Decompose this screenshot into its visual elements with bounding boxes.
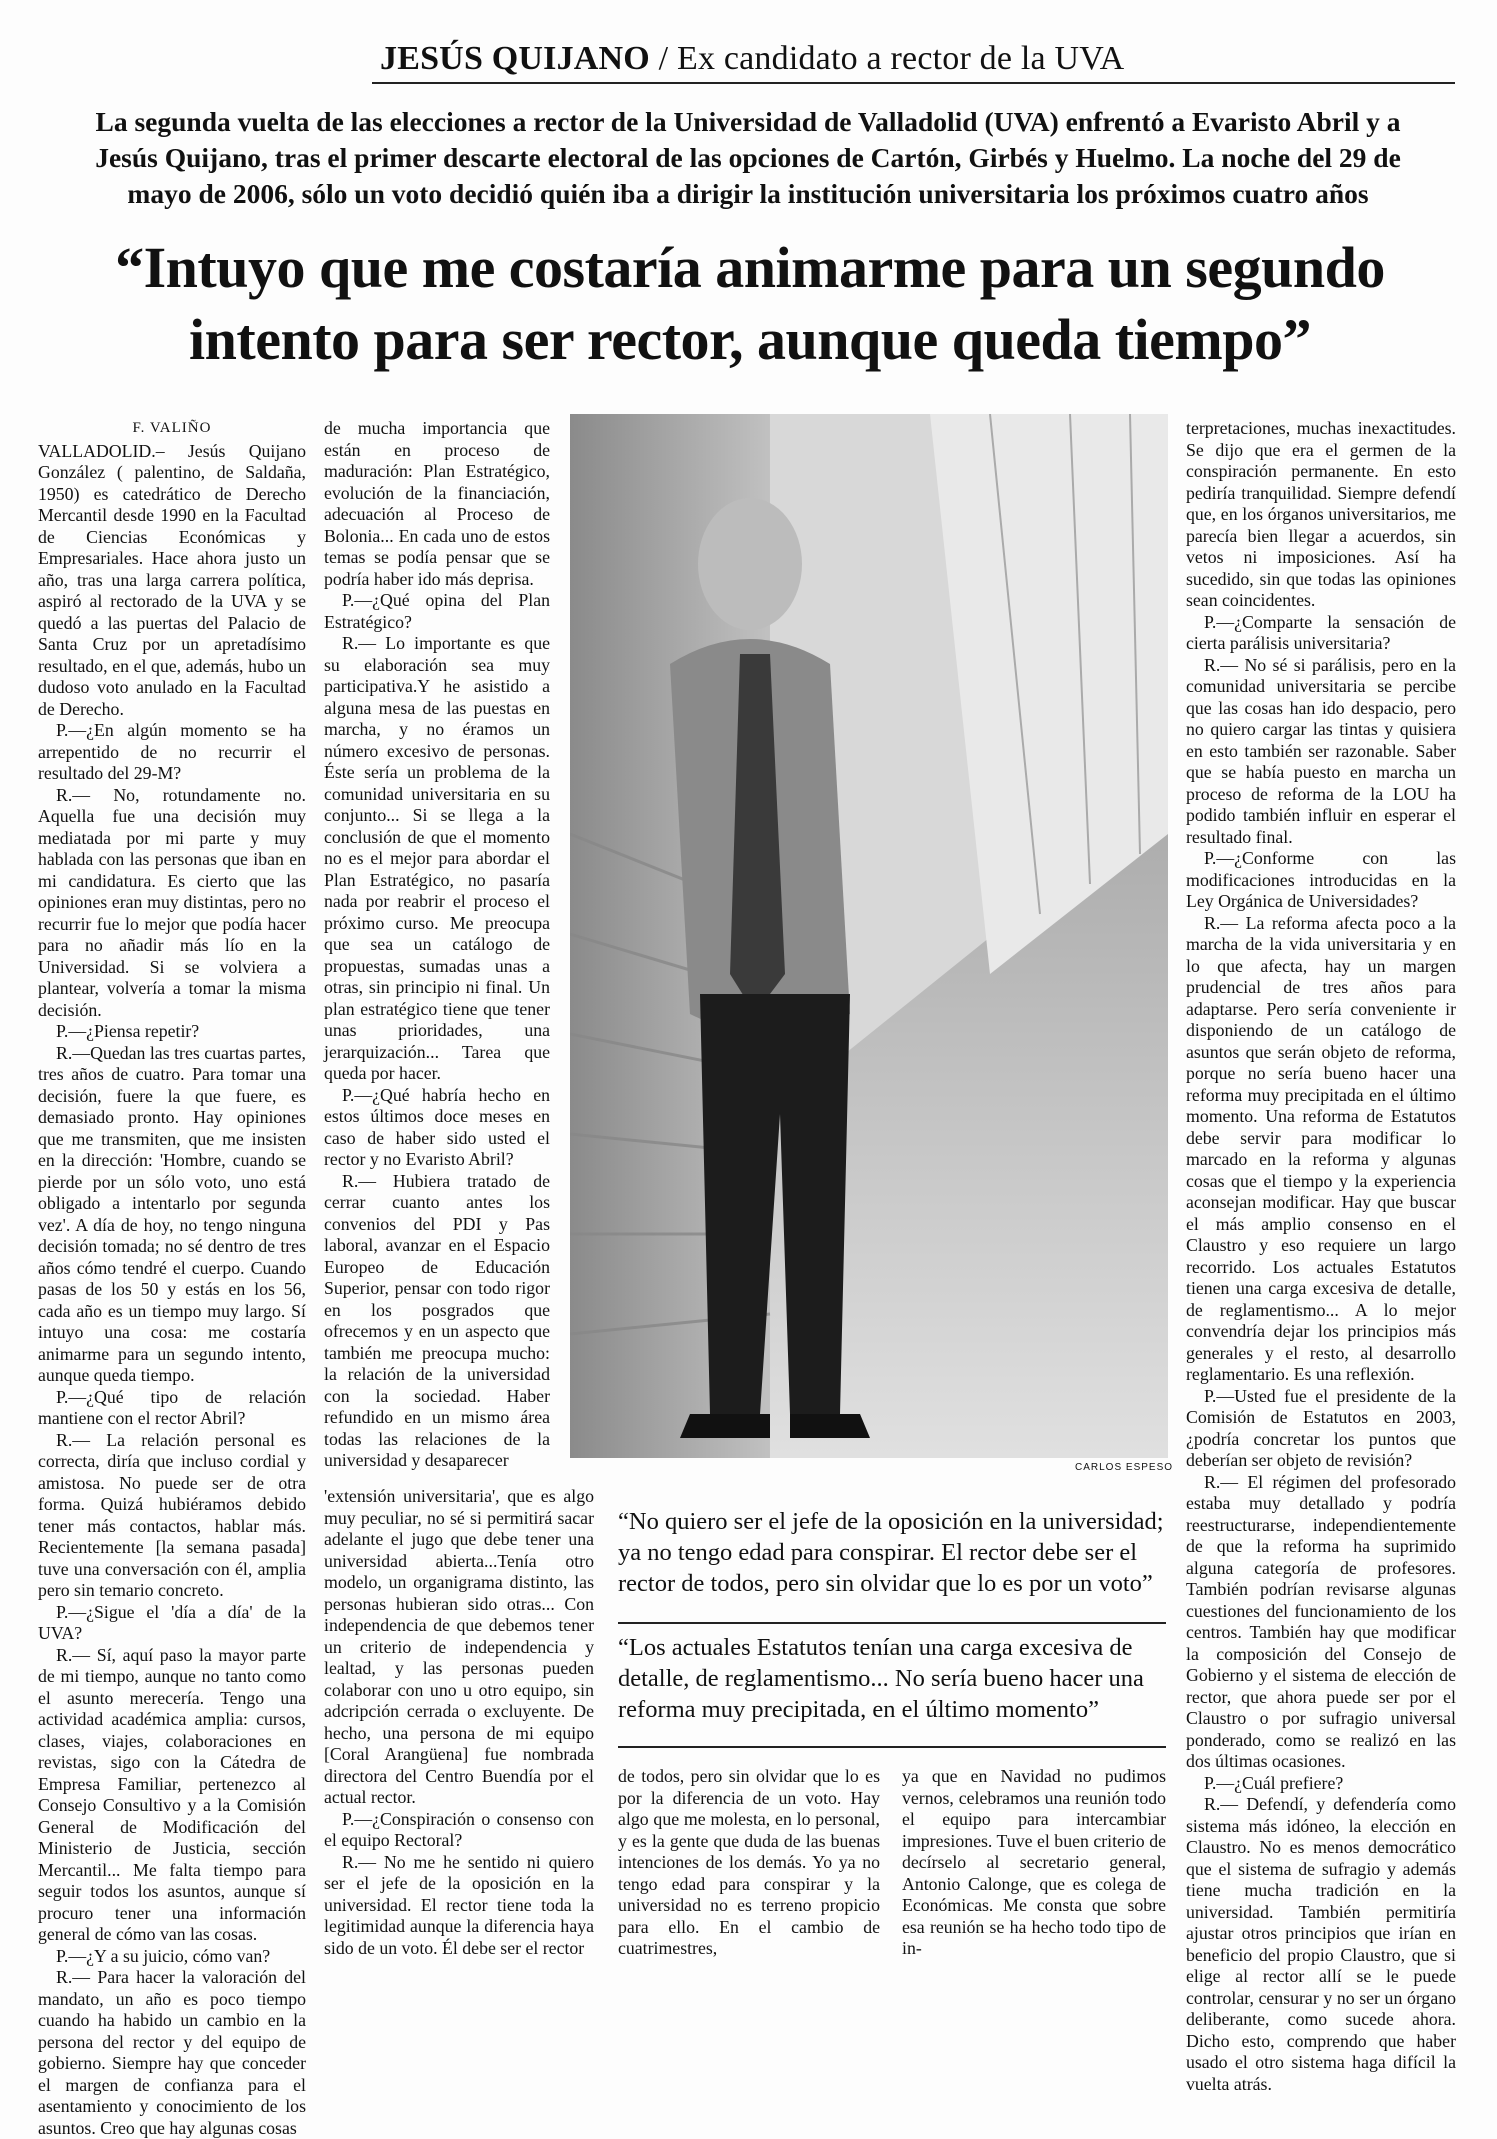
pull-quote-divider [618,1622,1166,1624]
question: P.—¿Y a su juicio, cómo van? [56,1945,271,1966]
paragraph: VALLADOLID.– Jesús Quijano González ( palentino, de Saldaña, 1950) es catedrático de Derecho Mercantil desde 1990 en la Facultad de Ciencias Económicas y Empresariales. Hace ahora justo un año, tras una larga carrera política, aspiró al rectorado de la UVA y se quedó a las puertas del Palacio de Santa Cruz por un apretadísimo resultado, en el que, además, hubo un dudoso voto anulado en la Facultad de Derecho. [38,440,306,719]
paragraph: de todos, pero sin olvidar que lo es por la diferencia de un voto. Hay algo que me molesta, en lo personal, y es la gente que duda de las buenas intenciones de los demás. Yo ya no tengo edad para conspirar y la universidad no es terreno propicio para ello. En el cambio de cuatrimestres, [618,1766,880,1958]
answer: R.— El régimen del profesorado estaba muy detallado y podría reestructurarse, independientemente de que la reforma ha suprimido alguna categoría de profesores. También podrían revisarse algunas cuestiones del funcionamiento de los centros. También hay que modificar la composición del Consejo de Gobierno y el sistema de elección de rector, que ahora puede ser por el Claustro o por sufragio universal ponderado, como se realizó en las dos últimas ocasiones. [1186,1471,1456,1771]
answer: R.— Hubiera tratado de cerrar cuanto antes los convenios del PDI y Pas laboral, avanzar en el Espacio Europeo de Educación Superior, pensar con todo rigor en los posgrados que ofrecemos y en un aspecto que también me preocupa mucho: la relación de la universidad con la sociedad. Haber refundido en un mismo área todas las relaciones de la universidad y desaparecer [324,1170,550,1470]
pull-quote-1: “No quiero ser el jefe de la oposición en la universidad; ya no tengo edad para conspirar. El rector debe ser el rector de todos, pero sin olvidar que lo es por un voto” [618,1508,1164,1597]
question: P.—¿Qué tipo de relación mantiene con el rector Abril? [38,1386,306,1428]
question: P.—¿En algún momento se ha arrepentido de no recurrir el resultado del 29-M? [38,720,306,783]
question: P.—¿Conforme con las modificaciones introducidas en la Ley Orgánica de Universidades? [1186,848,1456,911]
header-kicker [380,40,1124,78]
question: P.—¿Sigue el 'día a día' de la UVA? [38,1601,306,1643]
question: P.—¿Comparte la sensación de cierta parálisis universitaria? [1186,611,1456,653]
paragraph: de mucha importancia que están en proceso de maduración: Plan Estratégico, evolución de la financiación, adecuación al Proceso de Bolonia... En cada uno de estos temas se podía pensar que se podría haber ido más deprisa. [324,418,550,589]
interviewee-name: JESÚS QUIJANO [380,40,650,77]
paragraph: 'extensión universitaria', que es algo muy peculiar, no sé si permitirá sacar adelante el jugo que debe tener una universidad abierta...Tenía otro modelo, un organigrama distinto, las personas hubieran sido otras... Con independencia de que debemos tener un criterio de independencia y lealtad, y las personas pueden colaborar con uno u otro equipo, sin adcripción cerrada o excluyente. De hecho, una persona de mi equipo [Coral Arangüena] fue nombrada directora del Centro Buendía por el actual rector. [324,1486,594,1807]
photo-illustration [570,414,1168,1458]
deck-summary: La segunda vuelta de las elecciones a rector de la Universidad de Valladolid (UVA) enfrentó a Evaristo Abril y a Jesús Quijano, tras el primer descarte electoral de las opciones de Cartón, Girbés y Huelmo. La noche del 29 de mayo de 2006, sólo un voto decidió quién iba a dirigir la institución universitaria los próximos cuatro años [95,106,1401,209]
column-2-continued [324,1486,594,1959]
answer: R.— No sé si parálisis, pero en la comunidad universitaria se percibe que las cosas han ido despacio, pero no quiero cargar las tintas y quisiera en esto también ser razonable. Saber que se había puesto en marcha un proceso de reforma de la LOU ha podido también influir en esperar el resultado final. [1186,654,1456,847]
answer: R.—Quedan las tres cuartas partes, tres años de cuatro. Para tomar una decisión, fuere la que fuere, es demasiado pronto. Hay opiniones que me transmiten, que me insisten en la dirección: 'Hombre, cuando se pierde por un sólo voto, uno está obligado a intentarlo por segunda vez'. A día de hoy, no tengo ninguna decisión tomada; no sé dentro de tres años cómo tendré el cuerpo. Cuando pasas de los 50 y estás en los 56, cada año es un tiempo muy largo. Sí intuyo una cosa: me costaría animarme para un segundo intento, aunque queda tiempo. [38,1042,306,1385]
question: P.—Usted fue el presidente de la Comisión de Estatutos en 2003, ¿podría concretar los puntos que deberían ser objeto de revisión? [1186,1385,1456,1470]
answer: R.— La relación personal es correcta, diría que incluso cordial y amistosa. No puede ser de otra forma. Quizá hubiéramos debido tener más contactos, hablar más. Recientemente [la semana pasada] tuve una conversación con él, amplia pero sin temario concreto. [38,1429,306,1600]
byline: F. VALIÑO [132,420,212,436]
answer: R.— Sí, aquí paso la mayor parte de mi tiempo, aunque no tanto como el asunto merecería. Tengo una actividad académica amplia: cursos, clases, viajes, colaboraciones en revistas, sigo con la Cátedra de Empresa Familiar, pertenezco al Consejo Consultivo y a la Comisión General de Modificación del Ministerio de Justicia, sección Mercantil... Me falta tiempo para seguir todos los asuntos, aunque sí procuro tener una información general de cómo van las cosas. [38,1644,306,1944]
question: P.—¿Piensa repetir? [56,1021,200,1041]
portrait-photo [570,414,1168,1458]
answer: R.— Lo importante es que su elaboración sea muy participativa.Y he asistido a alguna mesa de las puestas en marcha, y no éramos un número excesivo de personas. Éste sería un problema de la comunidad universitaria en su conjunto... Si se llega a la conclusión de que el momento no es el mejor para abordar el Plan Estratégico, no pasaría nada por reabrir el proceso el próximo curso. Me preocupa que sea un catálogo de propuestas, sumadas unas a otras, sin principio ni final. Un plan estratégico tiene que tener unas prioridades, una jerarquización... Tarea que queda por hacer. [324,633,550,1083]
answer: R.— Defendí, y defendería como sistema más idóneo, la elección en Claustro. No es menos democrático que el sistema de sufragio y además tiene mucha tradición en la universidad. También permitiría ajustar otros principios que irían en beneficio del propio Claustro, que si elige al rector allí se le puede controlar, censurar y no ser un órgano deliberante, como sucede ahora. Dicho esto, comprendo que haber usado el otro sistema haga difícil la vuelta atrás. [1186,1794,1456,2094]
paragraph: ya que en Navidad no pudimos vernos, celebramos una reunión todo el equipo para intercambiar impresiones. Tuve el buen criterio de decírselo al secretario general, Antonio Calonge, que es colega de Económicas. Me consta que sobre esa reunión se ha hecho todo tipo de in- [902,1766,1166,1958]
paragraph: terpretaciones, muchas inexactitudes. Se dijo que era el germen de la conspiración permanente. En esto pediría tranquilidad. Siempre defendí que, en los órganos universitarios, me parecía bien llegar a acuerdos, sin vetos ni imposiciones. Así ha sucedido, sin que todas las opiniones sean coincidentes. [1186,418,1456,610]
question: P.—¿Qué opina del Plan Estratégico? [324,590,550,632]
headline: “Intuyo que me costaría animarme para un segundo intento para ser rector, aunque queda tiempo” [115,235,1385,372]
question: P.—¿Qué habría hecho en estos últimos doce meses en caso de haber sido usted el rector y no Evaristo Abril? [324,1084,550,1169]
pull-quote-2: “Los actuales Estatutos tenían una carga excesiva de detalle, de reglamentismo... No sería bueno hacer una reforma muy precipitada, en el último momento” [618,1634,1144,1723]
answer: R.— La reforma afecta poco a la marcha de la vida universitaria y en lo que afecta, hay un margen prudencial de tres años para adaptarse. Pero sería conveniente ir disponiendo de un catálogo de asuntos que serán objeto de reforma, porque no sería bueno hacer una reforma muy precipitada en el último momento. Una reforma de Estatutos debe servir para modificar lo marcado en la reforma y algunas cosas que el tiempo y la experiencia aconsejan modificar. Hay que buscar el más amplio consenso en el Claustro y eso requiere un largo recorrido. Los actuales Estatutos tienen una carga excesiva de detalle, de reglamentismo... A lo mejor convendría dejar los principios más generales y el resto, al desarrollo reglamentario. Es una reflexión. [1186,912,1456,1384]
answer: R.— No, rotundamente no. Aquella fue una decisión muy mediatada por mi parte y muy hablada con las personas que iban en mi candidatura. Es cierto que las opiniones eran muy distintas, pero no recurrir fue lo mejor que podía hacer para no añadir más lío en la Universidad. Si se volviera a plantear, volvería a tomar la misma decisión. [38,784,306,1020]
answer: R.— No me he sentido ni quiero ser el jefe de la oposición en la universidad. El rector tiene toda la legitimidad aunque la diferencia haya sido de un voto. Él debe ser el rector [324,1851,594,1958]
answer: R.— Para hacer la valoración del mandato, un año es poco tiempo cuando ha habido un cambio en la persona del rector y del equipo de gobierno. Siempre hay que conceder el margen de confianza para el asentamiento y conocimiento de los asuntos. Creo que hay algunas cosas [38,1967,306,2138]
column-3 [618,1766,880,1960]
column-5 [1186,418,1456,2095]
question: P.—¿Cuál prefiere? [1204,1772,1344,1793]
kicker-separator: / [649,40,677,77]
column-4 [902,1766,1166,1960]
pull-quote-divider [618,1746,1166,1748]
column-2 [324,418,550,1472]
photo-credit: CARLOS ESPESO [1075,1462,1174,1473]
interviewee-role: Ex candidato a rector de la UVA [676,40,1125,77]
header-rule [372,82,1455,84]
question: P.—¿Conspiración o consenso con el equipo Rectoral? [324,1808,594,1850]
column-1 [38,418,306,2139]
